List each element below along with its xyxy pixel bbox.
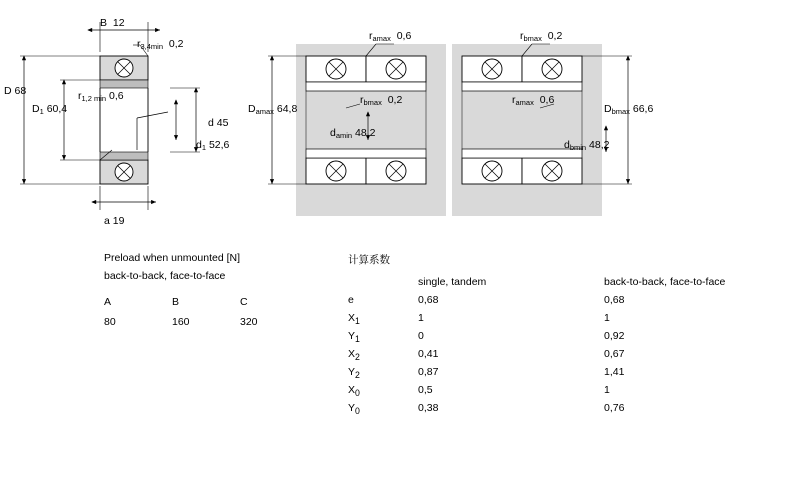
factors-col-header-pair: back-to-back, face-to-face xyxy=(604,276,726,288)
factors-row-pair: 1 xyxy=(604,312,610,324)
dim-r12min: $r_{1,2 min}$ 0,6 xyxy=(78,90,124,103)
preload-value-A: 80 xyxy=(104,316,116,328)
dim-D1: $D_1$ 60,4 xyxy=(32,103,68,116)
factors-row-label: e xyxy=(348,294,354,306)
preload-value-B: 160 xyxy=(172,316,190,328)
factors-row-pair: 0,68 xyxy=(604,294,625,306)
factors-table-title: 计算系数 xyxy=(348,254,390,266)
preload-header-A: A xyxy=(104,296,112,308)
factors-row-single: 0,38 xyxy=(418,402,439,414)
preload-value-C: 320 xyxy=(240,316,258,328)
factors-row-pair: 0,76 xyxy=(604,402,625,414)
factors-row-label: $Y_1$ xyxy=(348,330,360,345)
factors-row-single: 0,87 xyxy=(418,366,439,378)
factors-row-single: 1 xyxy=(418,312,424,324)
dim-B: B 12 xyxy=(100,17,125,29)
dim-d: d 45 xyxy=(208,117,229,129)
dim-dbmin: $d_{bmin}$ 48,2 xyxy=(564,139,610,152)
factors-row-single: 0,68 xyxy=(418,294,439,306)
dim-a: a 19 xyxy=(104,215,125,227)
factors-row-pair: 1,41 xyxy=(604,366,625,378)
factors-col-header-single: single, tandem xyxy=(418,276,487,288)
preload-table-title: Preload when unmounted [N] xyxy=(104,252,241,264)
dim-rbmax-middle: $r_{bmax}$ 0,2 xyxy=(360,94,403,107)
factors-row-label: $X_1$ xyxy=(348,312,360,327)
dim-Damax: $D_{amax}$ 64,8 xyxy=(248,103,298,116)
factors-row-pair: 0,92 xyxy=(604,330,625,342)
dim-ramax-middle: $r_{amax}$ 0,6 xyxy=(369,30,412,43)
factors-row-single: 0,5 xyxy=(418,384,433,396)
factors-row-single: 0,41 xyxy=(418,348,439,360)
dim-Dbmax: $D_{bmax}$ 66,6 xyxy=(604,103,654,116)
factors-row-single: 0 xyxy=(418,330,424,342)
factors-row-label: $Y_0$ xyxy=(348,402,360,417)
dim-r34min: $r_{3,4min}$ 0,2 xyxy=(137,38,184,51)
preload-table-subtitle: back-to-back, face-to-face xyxy=(104,270,226,282)
factors-row-label: $Y_2$ xyxy=(348,366,360,381)
dim-damin: $d_{amin}$ 48,2 xyxy=(330,127,376,140)
factors-row-pair: 0,67 xyxy=(604,348,625,360)
factors-row-label: $X_2$ xyxy=(348,348,360,363)
dim-ramax-right: $r_{amax}$ 0,6 xyxy=(512,94,555,107)
dim-rbmax-right: $r_{bmax}$ 0,2 xyxy=(520,30,563,43)
preload-header-B: B xyxy=(172,296,180,308)
factors-row-pair: 1 xyxy=(604,384,610,396)
dim-d1: $d_1$ 52,6 xyxy=(196,139,230,152)
dim-D: D 68 xyxy=(4,85,27,97)
preload-header-C: C xyxy=(240,296,248,308)
factors-row-label: $X_0$ xyxy=(348,384,360,399)
